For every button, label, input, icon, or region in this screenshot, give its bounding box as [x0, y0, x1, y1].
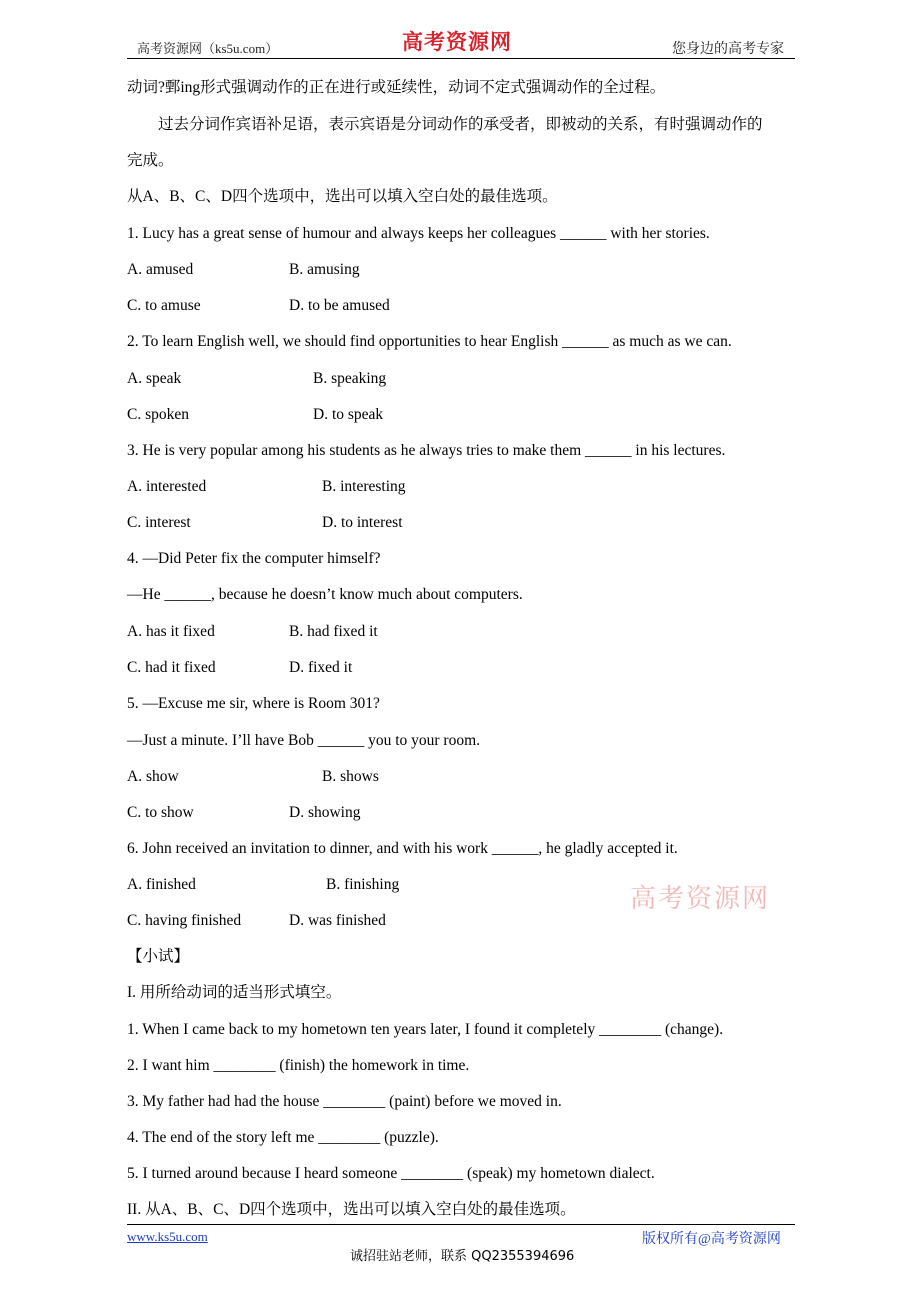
question-stem: 6. John received an invitation to dinner, and with his work ______, he gladly accepted it. [127, 840, 678, 857]
option-a: A. amused [127, 261, 194, 278]
option-a: A. show [127, 768, 179, 785]
fill-item: 1. When I came back to my hometown ten years later, I found it completely ________ (change). [127, 1021, 724, 1038]
option-c: C. having finished [127, 912, 242, 929]
footer-contact: 诚招驻站老师，联系 QQ2355394696 [350, 1249, 575, 1264]
option-a: A. has it fixed [127, 623, 215, 640]
option-b: B. interesting [322, 478, 406, 495]
footer-site-link[interactable]: www.ks5u.com [127, 1229, 208, 1244]
fill-item: 2. I want him ________ (finish) the homework in time. [127, 1057, 470, 1074]
option-c: C. had it fixed [127, 659, 216, 676]
option-c: C. to show [127, 804, 194, 821]
option-c: C. to amuse [127, 297, 201, 314]
watermark: 高考资源网 [630, 884, 771, 913]
option-d: D. fixed it [289, 659, 353, 676]
fill-item: 5. I turned around because I heard someone ________ (speak) my hometown dialect. [127, 1165, 655, 1182]
option-b: B. shows [322, 768, 379, 785]
option-d: D. to speak [313, 406, 384, 423]
option-b: B. speaking [313, 370, 387, 387]
header-site-name: 高考资源网（ks5u.com） [137, 41, 279, 56]
header-divider [127, 58, 795, 59]
option-b: B. finishing [326, 876, 400, 893]
intro-line-2: 过去分词作宾语补足语，表示宾语是分词动作的承受者，即被动的关系，有时强调动作的 [158, 116, 763, 133]
option-a: A. finished [127, 876, 196, 893]
question-stem-reply: —Just a minute. I’ll have Bob ______ you to your room. [127, 732, 481, 749]
intro-line-1: 动词?鄄ing形式强调动作的正在进行或延续性，动词不定式强调动作的全过程。 [127, 79, 666, 96]
question-stem: 1. Lucy has a great sense of humour and always keeps her colleagues ______ with her stories. [127, 225, 710, 242]
option-d: D. was finished [289, 912, 386, 929]
option-d: D. to be amused [289, 297, 390, 314]
option-c: C. spoken [127, 406, 189, 423]
footer-divider [127, 1224, 795, 1225]
option-a: A. interested [127, 478, 207, 495]
intro-line-3: 完成。 [127, 152, 174, 169]
instruction: 从A、B、C、D四个选项中，选出可以填入空白处的最佳选项。 [127, 188, 558, 205]
fill-item: 3. My father had had the house ________ (paint) before we moved in. [127, 1093, 562, 1110]
option-d: D. showing [289, 804, 361, 821]
part1-title: I. 用所给动词的适当形式填空。 [127, 984, 342, 1001]
fill-item: 4. The end of the story left me ________ (puzzle). [127, 1129, 439, 1146]
question-stem: 4. —Did Peter fix the computer himself? [127, 550, 381, 567]
question-stem: 5. —Excuse me sir, where is Room 301? [127, 695, 380, 712]
option-a: A. speak [127, 370, 182, 387]
quiz-title: 【小试】 [127, 948, 190, 965]
option-b: B. had fixed it [289, 623, 378, 640]
option-c: C. interest [127, 514, 191, 531]
header-slogan: 您身边的高考专家 [672, 42, 784, 57]
option-b: B. amusing [289, 261, 360, 278]
header-logo: 高考资源网 [402, 30, 512, 54]
option-d: D. to interest [322, 514, 403, 531]
question-stem: 3. He is very popular among his students as he always tries to make them ______ in his lectures. [127, 442, 726, 459]
question-stem: 2. To learn English well, we should find opportunities to hear English ______ as much as we can. [127, 333, 732, 350]
part2-title: II. 从A、B、C、D四个选项中，选出可以填入空白处的最佳选项。 [127, 1201, 576, 1218]
footer-copyright: 版权所有@高考资源网 [642, 1232, 781, 1247]
question-stem-reply: —He ______, because he doesn’t know much about computers. [127, 586, 523, 603]
